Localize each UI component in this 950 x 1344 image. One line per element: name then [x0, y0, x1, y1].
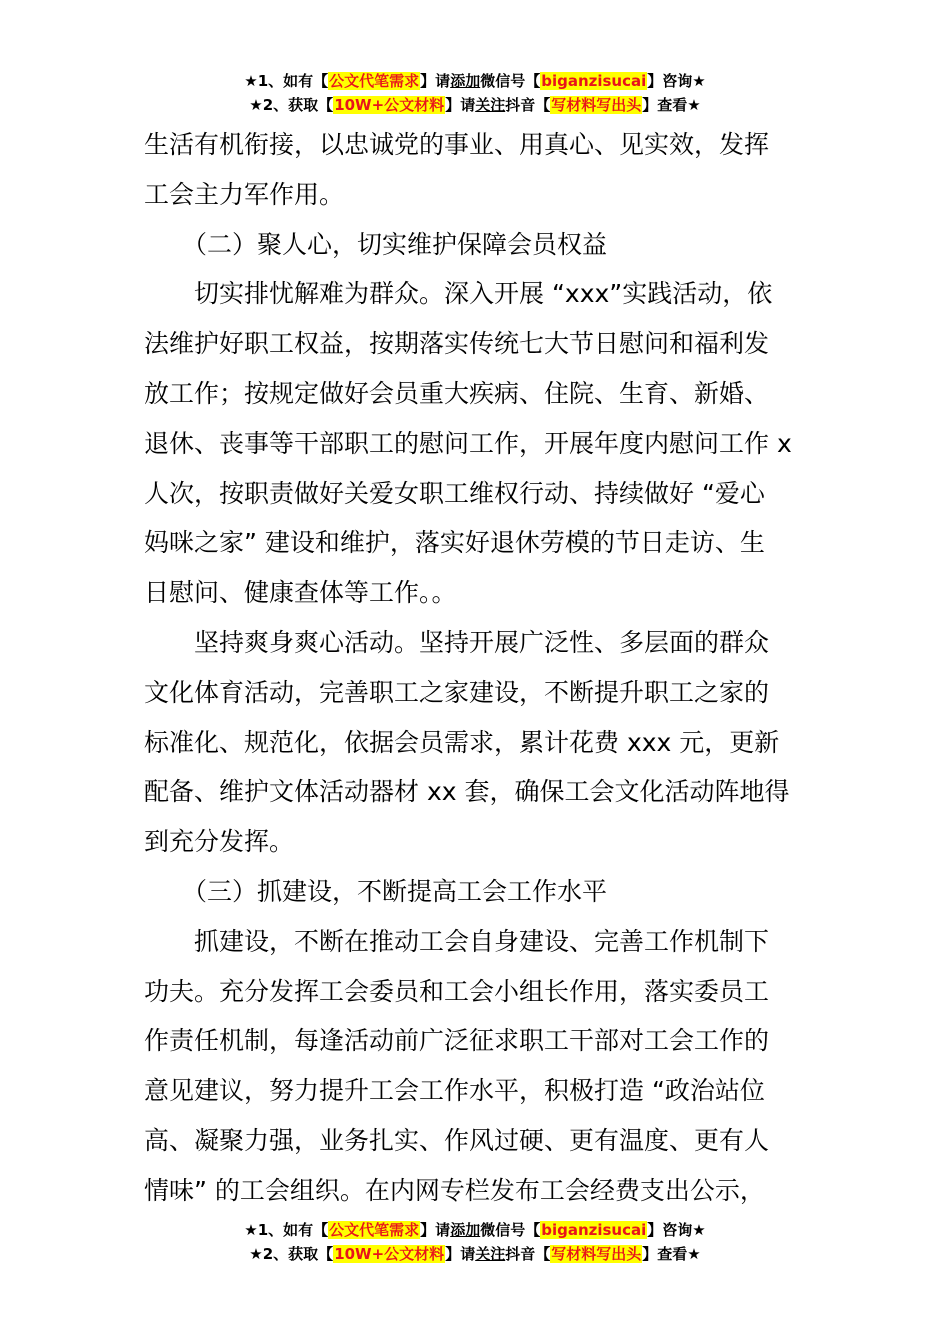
text-line: 人次，按职责做好关爱女职工维权行动、持续做好 “爱心 — [144, 478, 765, 508]
highlight-douyin: 写材料写出头 — [551, 1245, 642, 1263]
highlight-materials: 10W+公文材料 — [334, 1245, 445, 1263]
text-line: 意见建议，努力提升工会工作水平，积极打造 “政治站位 — [144, 1076, 765, 1106]
highlight-ghostwriting: 公文代笔需求 — [329, 1221, 420, 1239]
text-line: 功夫。充分发挥工会委员和工会小组长作用，落实委员工 — [144, 976, 770, 1006]
document-body — [144, 120, 808, 1216]
footer-banner — [0, 1218, 950, 1266]
highlight-wechat-id: biganzisucai — [541, 1221, 647, 1239]
text-line: 高、凝聚力强，业务扎实、作风过硬、更有温度、更有人 — [144, 1125, 770, 1155]
text-line: 文化体育活动，完善职工之家建设，不断提升职工之家的 — [144, 677, 770, 707]
section-heading: （三）抓建设，不断提高工会工作水平 — [182, 876, 608, 906]
text-line: 日慰问、健康查体等工作。。 — [144, 578, 457, 608]
banner-line-1: ★1、如有【公文代笔需求】请添加微信号【biganzisucai】咨询★ — [244, 72, 706, 90]
text-line: 法维护好职工权益，按期落实传统七大节日慰问和福利发 — [144, 329, 770, 359]
highlight-wechat-id: biganzisucai — [541, 72, 647, 90]
text-line: 配备、维护文体活动器材 xx 套，确保工会文化活动阵地得 — [144, 777, 790, 807]
section-heading: （二）聚人心，切实维护保障会员权益 — [182, 229, 608, 259]
header-banner — [0, 69, 950, 117]
highlight-douyin: 写材料写出头 — [551, 96, 642, 114]
text-line: 切实排忧解难为群众。深入开展 “xxx”实践活动，依 — [194, 279, 773, 309]
text-line: 退休、丧事等干部职工的慰问工作，开展年度内慰问工作 x — [144, 428, 792, 458]
text-line: 到充分发挥。 — [144, 827, 295, 857]
text-line: 标准化、规范化，依据会员需求，累计花费 xxx 元，更新 — [144, 727, 780, 757]
highlight-materials: 10W+公文材料 — [334, 96, 445, 114]
banner-line-2: ★2、获取【10W+公文材料】请关注抖音【写材料写出头】查看★ — [249, 96, 701, 114]
text-line: 放工作；按规定做好会员重大疾病、住院、生育、新婚、 — [144, 378, 770, 408]
banner-line-2: ★2、获取【10W+公文材料】请关注抖音【写材料写出头】查看★ — [249, 1245, 701, 1263]
text-line: 坚持爽身爽心活动。坚持开展广泛性、多层面的群众 — [194, 627, 770, 657]
text-line: 情味” 的工会组织。在内网专栏发布工会经费支出公示， — [144, 1175, 765, 1205]
text-line: 生活有机衔接，以忠诚党的事业、用真心、见实效，发挥 — [144, 130, 770, 159]
banner-line-1: ★1、如有【公文代笔需求】请添加微信号【biganzisucai】咨询★ — [244, 1221, 706, 1239]
text-line: 工会主力军作用。 — [144, 179, 345, 209]
text-line: 妈咪之家” 建设和维护，落实好退休劳模的节日走访、生 — [144, 528, 765, 558]
text-line: 抓建设，不断在推动工会自身建设、完善工作机制下 — [194, 926, 770, 956]
highlight-ghostwriting: 公文代笔需求 — [329, 72, 420, 90]
text-line: 作责任机制，每逢活动前广泛征求职工干部对工会工作的 — [144, 1026, 770, 1056]
